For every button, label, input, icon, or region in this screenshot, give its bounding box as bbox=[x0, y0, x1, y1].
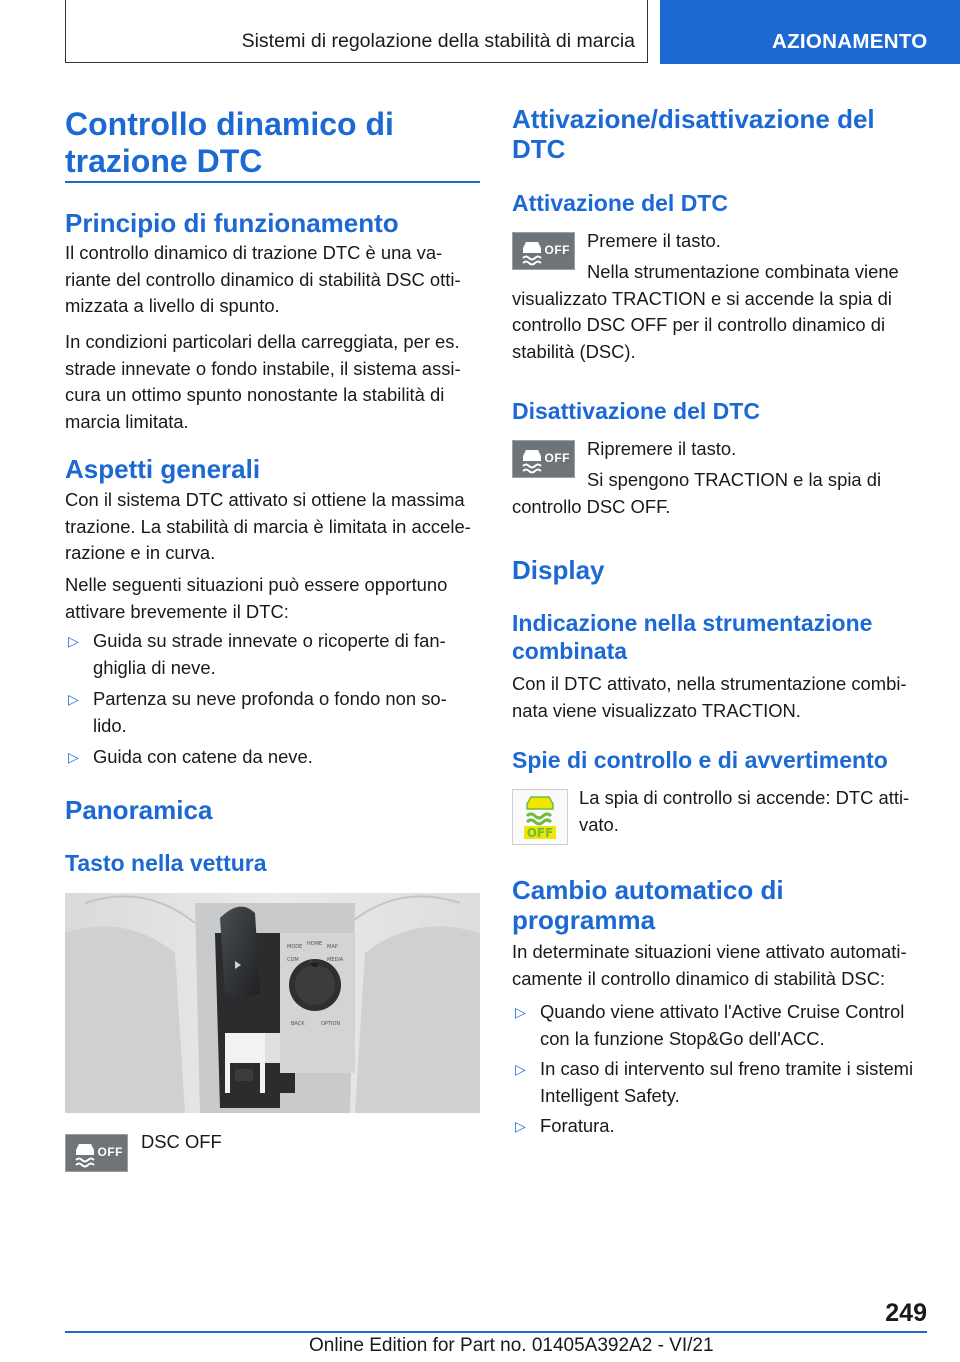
principle-heading: Principio di funzionamento bbox=[65, 208, 399, 238]
list-item: ▷ Guida su strade innevate o ricoperte di fan‐ ghiglia di neve. bbox=[65, 628, 480, 681]
footer-rule bbox=[65, 1331, 927, 1333]
photo-label-home: HOME bbox=[307, 941, 323, 947]
center-console-photo bbox=[65, 893, 480, 1113]
photo-label-map: MAP bbox=[327, 944, 338, 950]
activation-icon-off-text: OFF bbox=[544, 243, 570, 257]
photo-label-com: COM bbox=[287, 957, 299, 963]
principle-paragraph-1: Il controllo dinamico di trazione DTC è una va‐ riante del controllo dinamico di stabilità DSC otti‐ mizzata a livello di spunto. bbox=[65, 242, 461, 316]
activation-step-1: Premere il tasto. bbox=[587, 230, 721, 251]
dsc-off-caption: DSC OFF bbox=[141, 1131, 222, 1152]
triangle-bullet-icon: ▷ bbox=[515, 1061, 526, 1077]
triangle-bullet-icon: ▷ bbox=[515, 1004, 526, 1020]
list-item: ▷ Foratura. bbox=[512, 1113, 927, 1140]
display-heading: Display bbox=[512, 555, 605, 585]
main-title bbox=[65, 106, 394, 180]
list-item: ▷ Guida con catene da neve. bbox=[65, 744, 480, 771]
deactivation-step-1: Ripremere il tasto. bbox=[587, 438, 737, 459]
main-title-line1: Controllo dinamico di bbox=[65, 106, 394, 142]
header-chapter-tab[interactable] bbox=[660, 0, 960, 64]
triangle-bullet-icon: ▷ bbox=[68, 633, 79, 649]
title-underline bbox=[65, 181, 480, 183]
deactivation-heading: Disattivazione del DTC bbox=[512, 398, 760, 424]
header-section-box bbox=[65, 0, 648, 63]
footer-edition-text: Online Edition for Part no. 01405A392A2 - VI/21 bbox=[309, 1335, 714, 1356]
dsc-off-button-icon bbox=[65, 1134, 128, 1172]
general-paragraph-2: Nelle seguenti situazioni può essere opportuno attivare brevemente il DTC: bbox=[65, 574, 448, 622]
warning-light-off-text: OFF bbox=[526, 826, 554, 840]
activation-heading: Attivazione del DTC bbox=[512, 190, 728, 216]
photo-label-media: MEDIA bbox=[327, 957, 344, 963]
dsc-off-warning-light-icon bbox=[512, 789, 568, 845]
list-item: ▷ Quando viene attivato l'Active Cruise Control con la funzione Stop&Go dell'ACC. bbox=[512, 999, 927, 1052]
indication-heading: Indicazione nella strumentazione combinata bbox=[512, 610, 873, 664]
header-chapter-tab-label: AZIONAMENTO bbox=[772, 30, 928, 53]
auto-program-heading: Cambio automatico di programma bbox=[512, 875, 784, 935]
photo-label-nav: NAV bbox=[309, 959, 320, 965]
dtc-button-icon-deactivation bbox=[512, 440, 575, 478]
main-title-line2: trazione DTC bbox=[65, 143, 263, 179]
dsc-off-icon-text: OFF bbox=[97, 1145, 123, 1159]
list-item: ▷ In caso di intervento sul freno tramite i sistemi Intelligent Safety. bbox=[512, 1056, 927, 1109]
photo-label-option: OPTION bbox=[321, 1021, 341, 1027]
principle-paragraph-2: In condizioni particolari della carreggiata, per es. strade innevate o fondo instabile, il sistema assi‐ cura un ottimo spunto nonostante la stabilità di marcia limitata. bbox=[65, 331, 461, 432]
button-heading: Tasto nella vettura bbox=[65, 850, 267, 876]
photo-label-back: BACK bbox=[291, 1021, 305, 1027]
activation-deactivation-heading: Attivazione/disattivazione del DTC bbox=[512, 104, 875, 164]
header-section-title: Sistemi di regolazione della stabilità di marcia bbox=[241, 30, 635, 52]
list-item: ▷ Partenza su neve profonda o fondo non so‐ lido. bbox=[65, 686, 480, 739]
activation-paragraph: Nella strumentazione combinata viene visualizzato TRACTION e si accende la spia di controllo DSC OFF per il controllo dinamico di stabilità (DSC). bbox=[512, 261, 899, 362]
deactivation-icon-off-text: OFF bbox=[544, 451, 570, 465]
triangle-bullet-icon: ▷ bbox=[68, 691, 79, 707]
dtc-button-icon-activation bbox=[512, 232, 575, 270]
deactivation-paragraph: Si spengono TRACTION e la spia di controllo DSC OFF. bbox=[512, 469, 882, 517]
general-paragraph-1: Con il sistema DTC attivato si ottiene la massima trazione. La stabilità di marcia è limitata in accele‐ razione e in curva. bbox=[65, 489, 471, 563]
auto-program-paragraph: In determinate situazioni viene attivato automati‐ camente il controllo dinamico di stabilità DSC: bbox=[512, 941, 907, 989]
indication-paragraph: Con il DTC attivato, nella strumentazione combi‐ nata viene visualizzato TRACTION. bbox=[512, 673, 907, 721]
general-heading: Aspetti generali bbox=[65, 454, 261, 484]
warning-lights-paragraph: La spia di controllo si accende: DTC atti‐ vato. bbox=[579, 787, 910, 835]
overview-heading: Panoramica bbox=[65, 795, 213, 825]
triangle-bullet-icon: ▷ bbox=[68, 749, 79, 765]
triangle-bullet-icon: ▷ bbox=[515, 1118, 526, 1134]
warning-lights-heading: Spie di controllo e di avvertimento bbox=[512, 747, 888, 773]
page-number: 249 bbox=[885, 1299, 927, 1327]
photo-label-mode: MODE bbox=[287, 944, 303, 950]
